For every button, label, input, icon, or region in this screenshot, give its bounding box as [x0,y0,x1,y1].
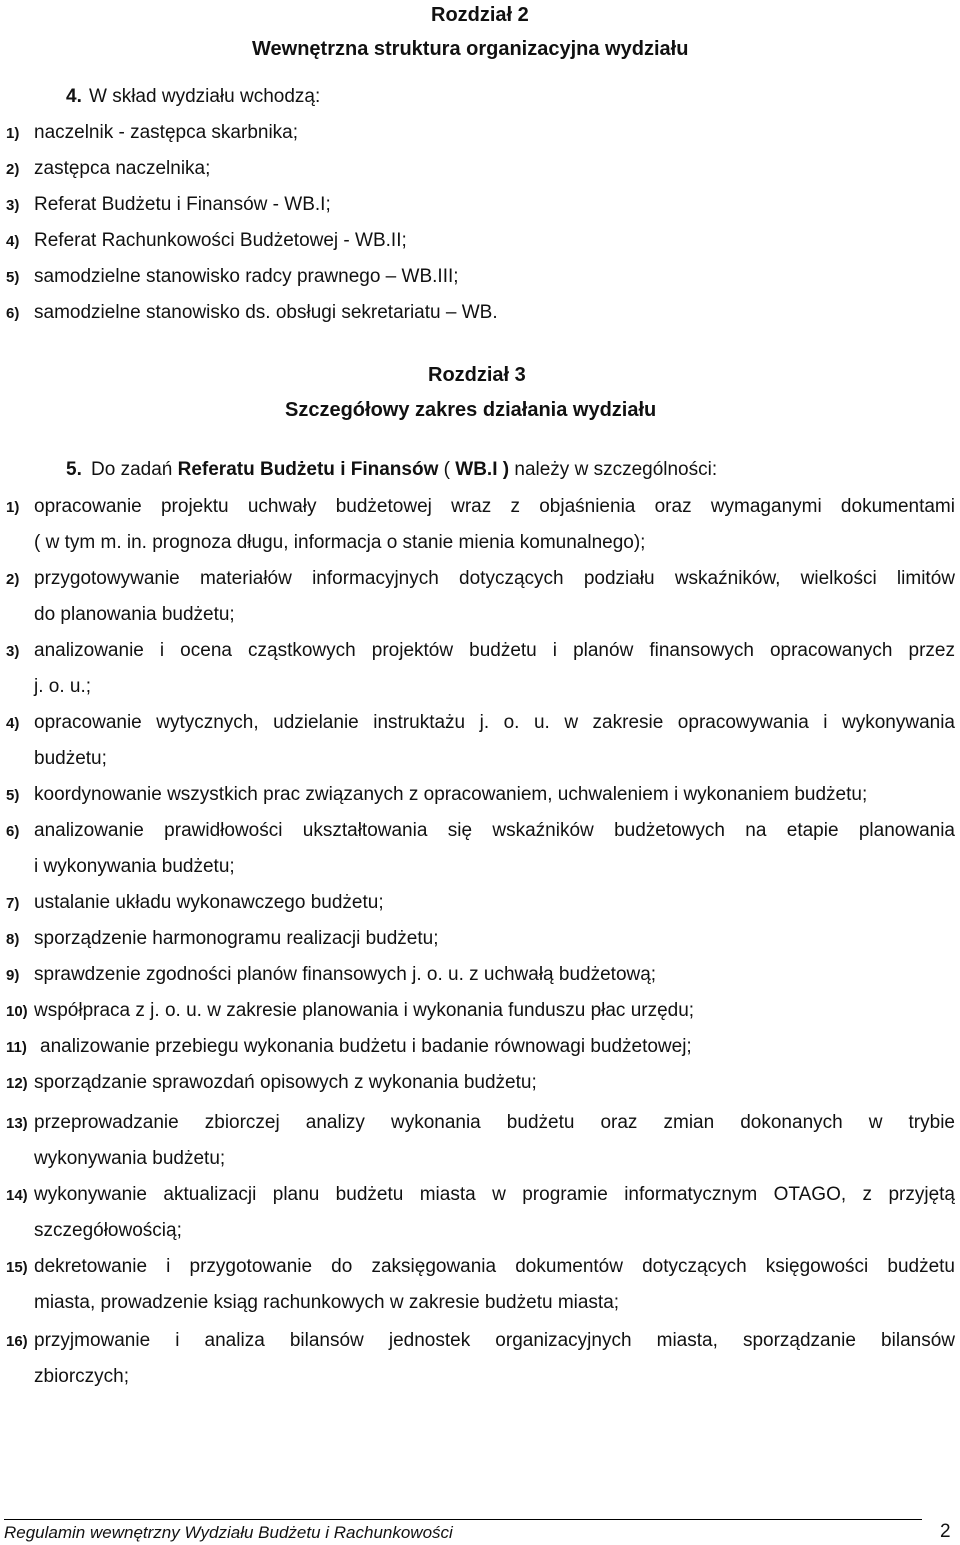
list-item-line: opracowanie wytycznych, udzielanie instruktażu j. o. u. w zakresie opracowywania i wykonywania [34,712,955,733]
list-item-line: analizowanie przebiegu wykonania budżetu i badanie równowagi budżetowej; [40,1036,692,1057]
chapter-2-subtitle: Wewnętrzna struktura organizacyjna wydziału [252,38,689,60]
list-item-line: przyjmowanie i analiza bilansów jednostek organizacyjnych miasta, sporządzanie bilansów [34,1330,955,1351]
list-item-line: i wykonywania budżetu; [34,856,235,877]
chapter-3-title: Rozdział 3 [428,364,526,386]
list-item-line: analizowanie prawidłowości ukształtowania się wskaźników budżetowych na etapie planowania [34,820,955,841]
list-item-line: wykonywania budżetu; [34,1148,226,1169]
list-item-line: do planowania budżetu; [34,604,235,625]
list-item: samodzielne stanowisko radcy prawnego – WB.III; [34,266,459,287]
list-item-line: analizowanie i ocena cząstkowych projektów budżetu i planów finansowych opracowanych przez [34,640,955,661]
section-5-text-a: Do zadań [91,459,178,480]
list-number: 4) [6,715,20,732]
list-number: 2) [6,571,20,588]
list-number: 14) [6,1187,28,1204]
list-number: 1) [6,499,20,516]
list-item-line: j. o. u.; [34,676,92,697]
section-5-number: 5. [66,459,82,480]
page-number: 2 [940,1521,951,1542]
list-number: 3) [6,197,20,214]
list-number: 5) [6,787,20,804]
list-number: 6) [6,305,20,322]
list-item-line: przygotowywanie materiałów informacyjnych dotyczących podziału wskaźników, wielkości limitów [34,568,955,589]
list-item-line: wykonywanie aktualizacji planu budżetu miasta w programie informatycznym OTAGO, z przyjętą [34,1184,955,1205]
section-5-text-bold: Referatu Budżetu i Finansów [177,459,439,480]
footer-title: Regulamin wewnętrzny Wydziału Budżetu i Rachunkowości [4,1523,453,1542]
list-item-line: zbiorczych; [34,1366,130,1387]
list-item: naczelnik - zastępca skarbnika; [34,122,299,143]
section-5-text-bold2: WB.I ) [455,459,510,480]
list-number: 2) [6,161,20,178]
chapter-3-subtitle: Szczegółowy zakres działania wydziału [285,399,657,421]
list-item-line: sporządzanie sprawozdań opisowych z wykonania budżetu; [34,1072,537,1093]
list-number: 7) [6,895,20,912]
list-number: 5) [6,269,20,286]
list-item: samodzielne stanowisko ds. obsługi sekretariatu – WB. [34,302,498,323]
list-item-line: dekretowanie i przygotowanie do zaksięgowania dokumentów dotyczących księgowości budżetu [34,1256,955,1277]
list-item-line: miasta, prowadzenie ksiąg rachunkowych w zakresie budżetu miasta; [34,1292,620,1313]
list-item-line: ( w tym m. in. prognoza długu, informacja o stanie mienia komunalnego); [34,532,646,553]
list-item-line: koordynowanie wszystkich prac związanych z opracowaniem, uchwaleniem i wykonaniem budżetu; [34,784,868,805]
list-number: 16) [6,1333,28,1350]
list-item-line: sporządzenie harmonogramu realizacji budżetu; [34,928,439,949]
list-item-line: przeprowadzanie zbiorczej analizy wykonania budżetu oraz zmian dokonanych w trybie [34,1112,955,1133]
list-item: zastępca naczelnika; [34,158,211,179]
section-5-text [91,458,717,482]
list-number: 13) [6,1115,28,1132]
list-item-line: opracowanie projektu uchwały budżetowej wraz z objaśnienia oraz wymaganymi dokumentami [34,496,955,517]
section-4-number: 4. [66,86,82,107]
list-number: 10) [6,1003,28,1020]
list-number: 12) [6,1075,28,1092]
section-5-text-c: należy w szczególności: [509,459,718,480]
section-4-text: W skład wydziału wchodzą: [89,86,321,107]
list-number: 4) [6,233,20,250]
list-number: 6) [6,823,20,840]
list-number: 3) [6,643,20,660]
list-number: 9) [6,967,20,984]
list-item-line: szczegółowością; [34,1220,182,1241]
list-number: 1) [6,125,20,142]
chapter-2-title: Rozdział 2 [431,4,529,26]
list-number: 15) [6,1259,28,1276]
section-5-text-b: ( [438,459,456,480]
list-number: 8) [6,931,20,948]
list-item-line: budżetu; [34,748,107,769]
list-item: Referat Rachunkowości Budżetowej - WB.II; [34,230,407,251]
list-item: Referat Budżetu i Finansów - WB.I; [34,194,331,215]
list-item-line: sprawdzenie zgodności planów finansowych j. o. u. z uchwałą budżetową; [34,964,657,985]
footer-divider [4,1519,922,1520]
list-item-line: ustalanie układu wykonawczego budżetu; [34,892,384,913]
list-number: 11) [6,1039,27,1056]
list-item-line: współpraca z j. o. u. w zakresie planowania i wykonania funduszu płac urzędu; [34,1000,695,1021]
